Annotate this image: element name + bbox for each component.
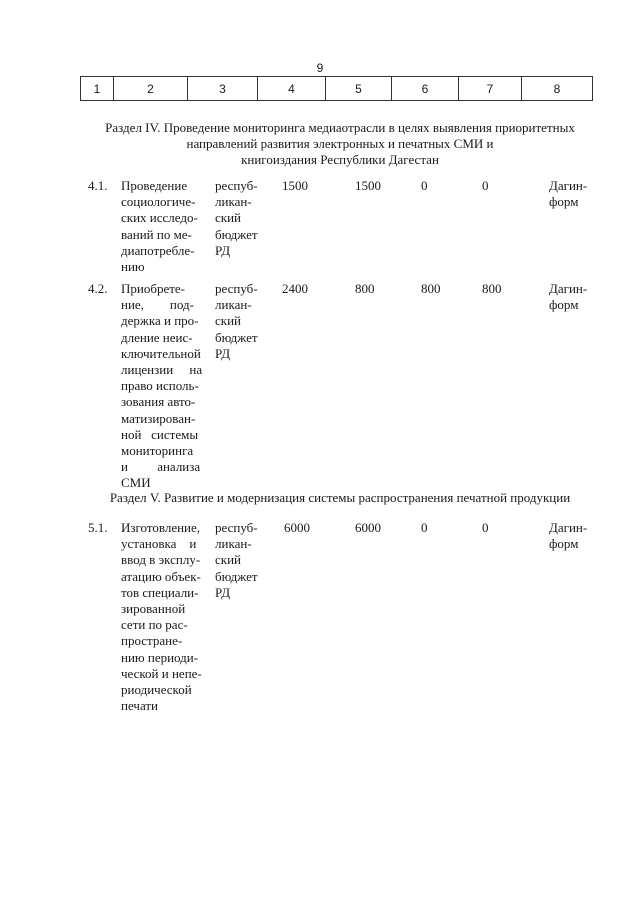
- text-line: нию периоди-: [121, 649, 199, 665]
- text-line: форм: [549, 536, 579, 552]
- text-line: сети по рас-: [121, 617, 188, 633]
- column-number: 1: [81, 77, 114, 101]
- text-line: ликан-: [215, 297, 252, 313]
- year-3-amount: 0: [482, 178, 489, 193]
- text-line: и анализа: [121, 459, 201, 475]
- column-number-header: [80, 76, 593, 101]
- text-line: ликан-: [215, 536, 252, 552]
- text-line: риодической: [121, 682, 192, 698]
- text-line: тов специали-: [121, 584, 199, 600]
- text-line: ский: [215, 313, 241, 329]
- text-line: ввод в эксплу-: [121, 552, 201, 568]
- text-line: ский: [215, 552, 241, 568]
- funding-source: [215, 520, 267, 601]
- text-line: РД: [215, 345, 231, 361]
- text-line: печати: [121, 698, 159, 714]
- section-title-line: книгоиздания Республики Дагестан: [241, 152, 439, 167]
- text-line: Проведение: [121, 178, 188, 193]
- section-title-line: Раздел V. Развитие и модернизация системы распространения печатной продукции: [109, 490, 571, 505]
- row-number: 4.2.: [88, 281, 108, 296]
- text-line: ческой и непе-: [121, 665, 202, 681]
- measure-name: [121, 281, 207, 492]
- text-line: Приобрете-: [121, 281, 186, 296]
- column-number: 2: [114, 77, 188, 101]
- year-2-amount: 0: [421, 520, 428, 535]
- text-line: ликан-: [215, 194, 252, 210]
- text-line: ских исследо-: [121, 210, 198, 226]
- text-line: Изготовление,: [121, 520, 201, 535]
- text-line: социологиче-: [121, 194, 196, 210]
- text-line: бюджет: [215, 329, 258, 345]
- text-line: дление неис-: [121, 329, 193, 345]
- year-2-amount: 800: [421, 281, 441, 296]
- text-line: зования авто-: [121, 394, 196, 410]
- section-title-line: Раздел IV. Проведение мониторинга медиаотрасли в целях выявления приоритетных: [105, 120, 575, 135]
- year-2-amount: 0: [421, 178, 428, 193]
- row-number: 5.1.: [88, 520, 108, 535]
- text-line: лицензии на: [121, 362, 203, 378]
- total-amount: 6000: [284, 520, 310, 535]
- measure-name: [121, 520, 207, 714]
- text-line: респуб-: [215, 520, 258, 535]
- text-line: ключительной: [121, 345, 201, 361]
- text-line: ваний по ме-: [121, 226, 192, 242]
- text-line: установка и: [121, 536, 197, 552]
- text-line: форм: [549, 297, 579, 313]
- text-line: СМИ: [121, 475, 151, 491]
- text-line: зированной: [121, 601, 186, 617]
- column-number: 6: [392, 77, 459, 101]
- text-line: право исполь-: [121, 378, 199, 394]
- year-1-amount: 800: [355, 281, 375, 296]
- text-line: ние, под-: [121, 297, 194, 313]
- text-line: форм: [549, 194, 579, 210]
- page-number: 9: [316, 61, 324, 75]
- text-line: держка и про-: [121, 313, 199, 329]
- text-line: Дагин-: [549, 281, 588, 296]
- text-line: респуб-: [215, 178, 258, 193]
- column-number: 7: [459, 77, 522, 101]
- year-3-amount: 800: [482, 281, 502, 296]
- column-number: 8: [522, 77, 593, 101]
- text-line: матизирован-: [121, 410, 196, 426]
- text-line: бюджет: [215, 226, 258, 242]
- text-line: ной системы: [121, 426, 199, 442]
- section-iv-title: [90, 120, 590, 168]
- year-1-amount: 1500: [355, 178, 381, 193]
- text-line: РД: [215, 584, 231, 600]
- text-line: бюджет: [215, 568, 258, 584]
- column-number: 4: [258, 77, 326, 101]
- text-line: респуб-: [215, 281, 258, 296]
- year-1-amount: 6000: [355, 520, 381, 535]
- text-line: нию: [121, 259, 145, 275]
- section-v-title: [80, 490, 600, 506]
- text-line: мониторинга: [121, 443, 194, 459]
- total-amount: 1500: [282, 178, 308, 193]
- text-line: диапотребле-: [121, 242, 195, 258]
- total-amount: 2400: [282, 281, 308, 296]
- funding-source: [215, 178, 267, 259]
- row-number: 4.1.: [88, 178, 108, 193]
- funding-source: [215, 281, 267, 362]
- measure-name: [121, 178, 207, 275]
- text-line: атацию объек-: [121, 568, 201, 584]
- year-3-amount: 0: [482, 520, 489, 535]
- text-line: ский: [215, 210, 241, 226]
- text-line: Дагин-: [549, 178, 588, 193]
- responsible-org: [549, 178, 593, 210]
- section-title-line: направлений развития электронных и печатных СМИ и: [186, 136, 494, 151]
- text-line: Дагин-: [549, 520, 588, 535]
- responsible-org: [549, 520, 593, 552]
- responsible-org: [549, 281, 593, 313]
- text-line: пространe-: [121, 633, 183, 649]
- column-number: 5: [326, 77, 392, 101]
- column-number: 3: [188, 77, 258, 101]
- text-line: РД: [215, 242, 231, 258]
